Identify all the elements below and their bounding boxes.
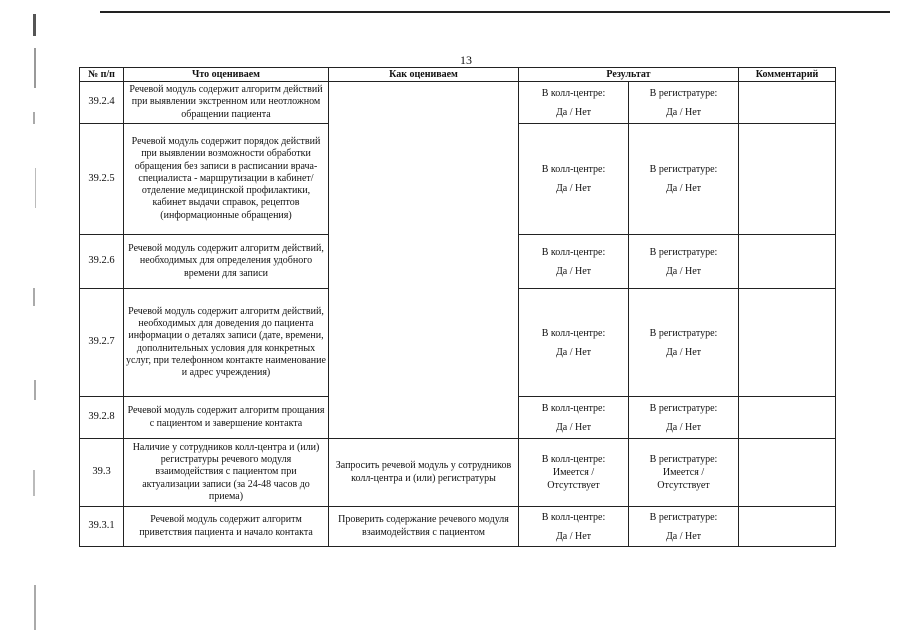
call-center-label: В колл-центре: (541, 164, 606, 175)
call-center-value: Да / Нет (555, 421, 592, 433)
comment-cell (739, 397, 836, 439)
what-cell: Речевой модуль содержит алгоритм действий, необходимых для доведения до пациента информации о деталях записи (дате, времени, дополнительных условия для конкретных услуг, при телефонном контакте наименование и адрес учреждения) (124, 289, 329, 397)
row-number: 39.3 (80, 439, 124, 507)
table-header-row (80, 68, 836, 82)
call-center-value: Да / Нет (555, 346, 592, 358)
scan-edge-marks (0, 0, 48, 640)
comment-cell (739, 439, 836, 507)
registry-value: Да / Нет (665, 346, 702, 358)
call-center-result (519, 82, 629, 124)
call-center-label: В колл-центре: (541, 87, 606, 99)
comment-cell (739, 82, 836, 124)
how-cell: Проверить содержание речевого модуля взаимодействия с пациентом (329, 507, 519, 547)
call-center-result (519, 397, 629, 439)
registry-label: В регистратуре: (649, 327, 718, 339)
registry-label: В регистратуре: (649, 246, 718, 258)
what-cell: Речевой модуль содержит алгоритм приветствия пациента и начало контакта (124, 507, 329, 547)
call-center-result (519, 235, 629, 289)
table-row (80, 439, 836, 507)
row-number: 39.2.5 (80, 124, 124, 235)
header-what: Что оцениваем (124, 68, 329, 82)
registry-value: Да / Нет (665, 183, 702, 194)
row-number: 39.2.7 (80, 289, 124, 397)
header-number: № п/п (80, 68, 124, 82)
registry-value: Да / Нет (665, 106, 702, 118)
table-row (80, 82, 836, 124)
row-number: 39.2.6 (80, 235, 124, 289)
call-center-result (519, 507, 629, 547)
registry-label: В регистратуре: (649, 511, 718, 523)
call-center-label: В колл-центре: (541, 511, 606, 523)
registry-label: В регистратуре: (649, 87, 718, 99)
row-number: 39.2.4 (80, 82, 124, 124)
call-center-label: В колл-центре: (541, 246, 606, 258)
call-center-label: В колл-центре: (541, 327, 606, 339)
what-cell: Речевой модуль содержит алгоритм действий, необходимых для определения удобного времени для записи (124, 235, 329, 289)
registry-label: В регистратуре: (649, 402, 718, 414)
call-center-value-2: Отсутствует (547, 480, 600, 491)
call-center-value: Да / Нет (555, 106, 592, 118)
header-how: Как оцениваем (329, 68, 519, 82)
registry-value-2: Отсутствует (657, 480, 710, 491)
call-center-value: Да / Нет (555, 265, 592, 277)
registry-value: Да / Нет (665, 530, 702, 542)
registry-result (629, 439, 739, 507)
comment-cell (739, 289, 836, 397)
registry-result (629, 507, 739, 547)
call-center-value: Да / Нет (555, 183, 592, 194)
registry-value: Да / Нет (665, 265, 702, 277)
header-comment: Комментарий (739, 68, 836, 82)
registry-label: В регистратуре: (649, 164, 718, 175)
top-rule (100, 11, 890, 13)
how-cell: Запросить речевой модуль у сотрудников колл-центра и (или) регистратуры (329, 439, 519, 507)
comment-cell (739, 124, 836, 235)
call-center-label: В колл-центре: (541, 402, 606, 414)
registry-result (629, 397, 739, 439)
registry-value: Да / Нет (665, 421, 702, 433)
comment-cell (739, 507, 836, 547)
evaluation-table (79, 67, 836, 547)
registry-result (629, 124, 739, 235)
registry-result (629, 235, 739, 289)
row-number: 39.2.8 (80, 397, 124, 439)
page-number: 13 (460, 53, 472, 67)
what-cell: Речевой модуль содержит порядок действий при выявлении возможности обработки обращения без записи в расписании врача-специалиста - маршрутизации в кабинет/отделение медицинской профилактики, кабинет выдачи справок, рецептов (информационные обращения) (124, 124, 329, 235)
registry-result (629, 82, 739, 124)
registry-value: Имеется / (662, 467, 705, 478)
registry-label: В регистратуре: (649, 454, 718, 465)
call-center-result (519, 289, 629, 397)
how-cell (329, 82, 519, 439)
row-number: 39.3.1 (80, 507, 124, 547)
call-center-result (519, 439, 629, 507)
what-cell: Речевой модуль содержит алгоритм прощания с пациентом и завершение контакта (124, 397, 329, 439)
table-row (80, 507, 836, 547)
call-center-result (519, 124, 629, 235)
call-center-label: В колл-центре: (541, 454, 606, 465)
registry-result (629, 289, 739, 397)
what-cell: Наличие у сотрудников колл-центра и (или) регистратуры речевого модуля взаимодействия с пациентом при актуализации записи (за 24-48 часов до приема) (124, 439, 329, 507)
header-result: Результат (519, 68, 739, 82)
call-center-value: Имеется / (552, 467, 595, 478)
what-cell: Речевой модуль содержит алгоритм действий при выявлении экстренном или неотложном обращении пациента (124, 82, 329, 124)
comment-cell (739, 235, 836, 289)
call-center-value: Да / Нет (555, 530, 592, 542)
